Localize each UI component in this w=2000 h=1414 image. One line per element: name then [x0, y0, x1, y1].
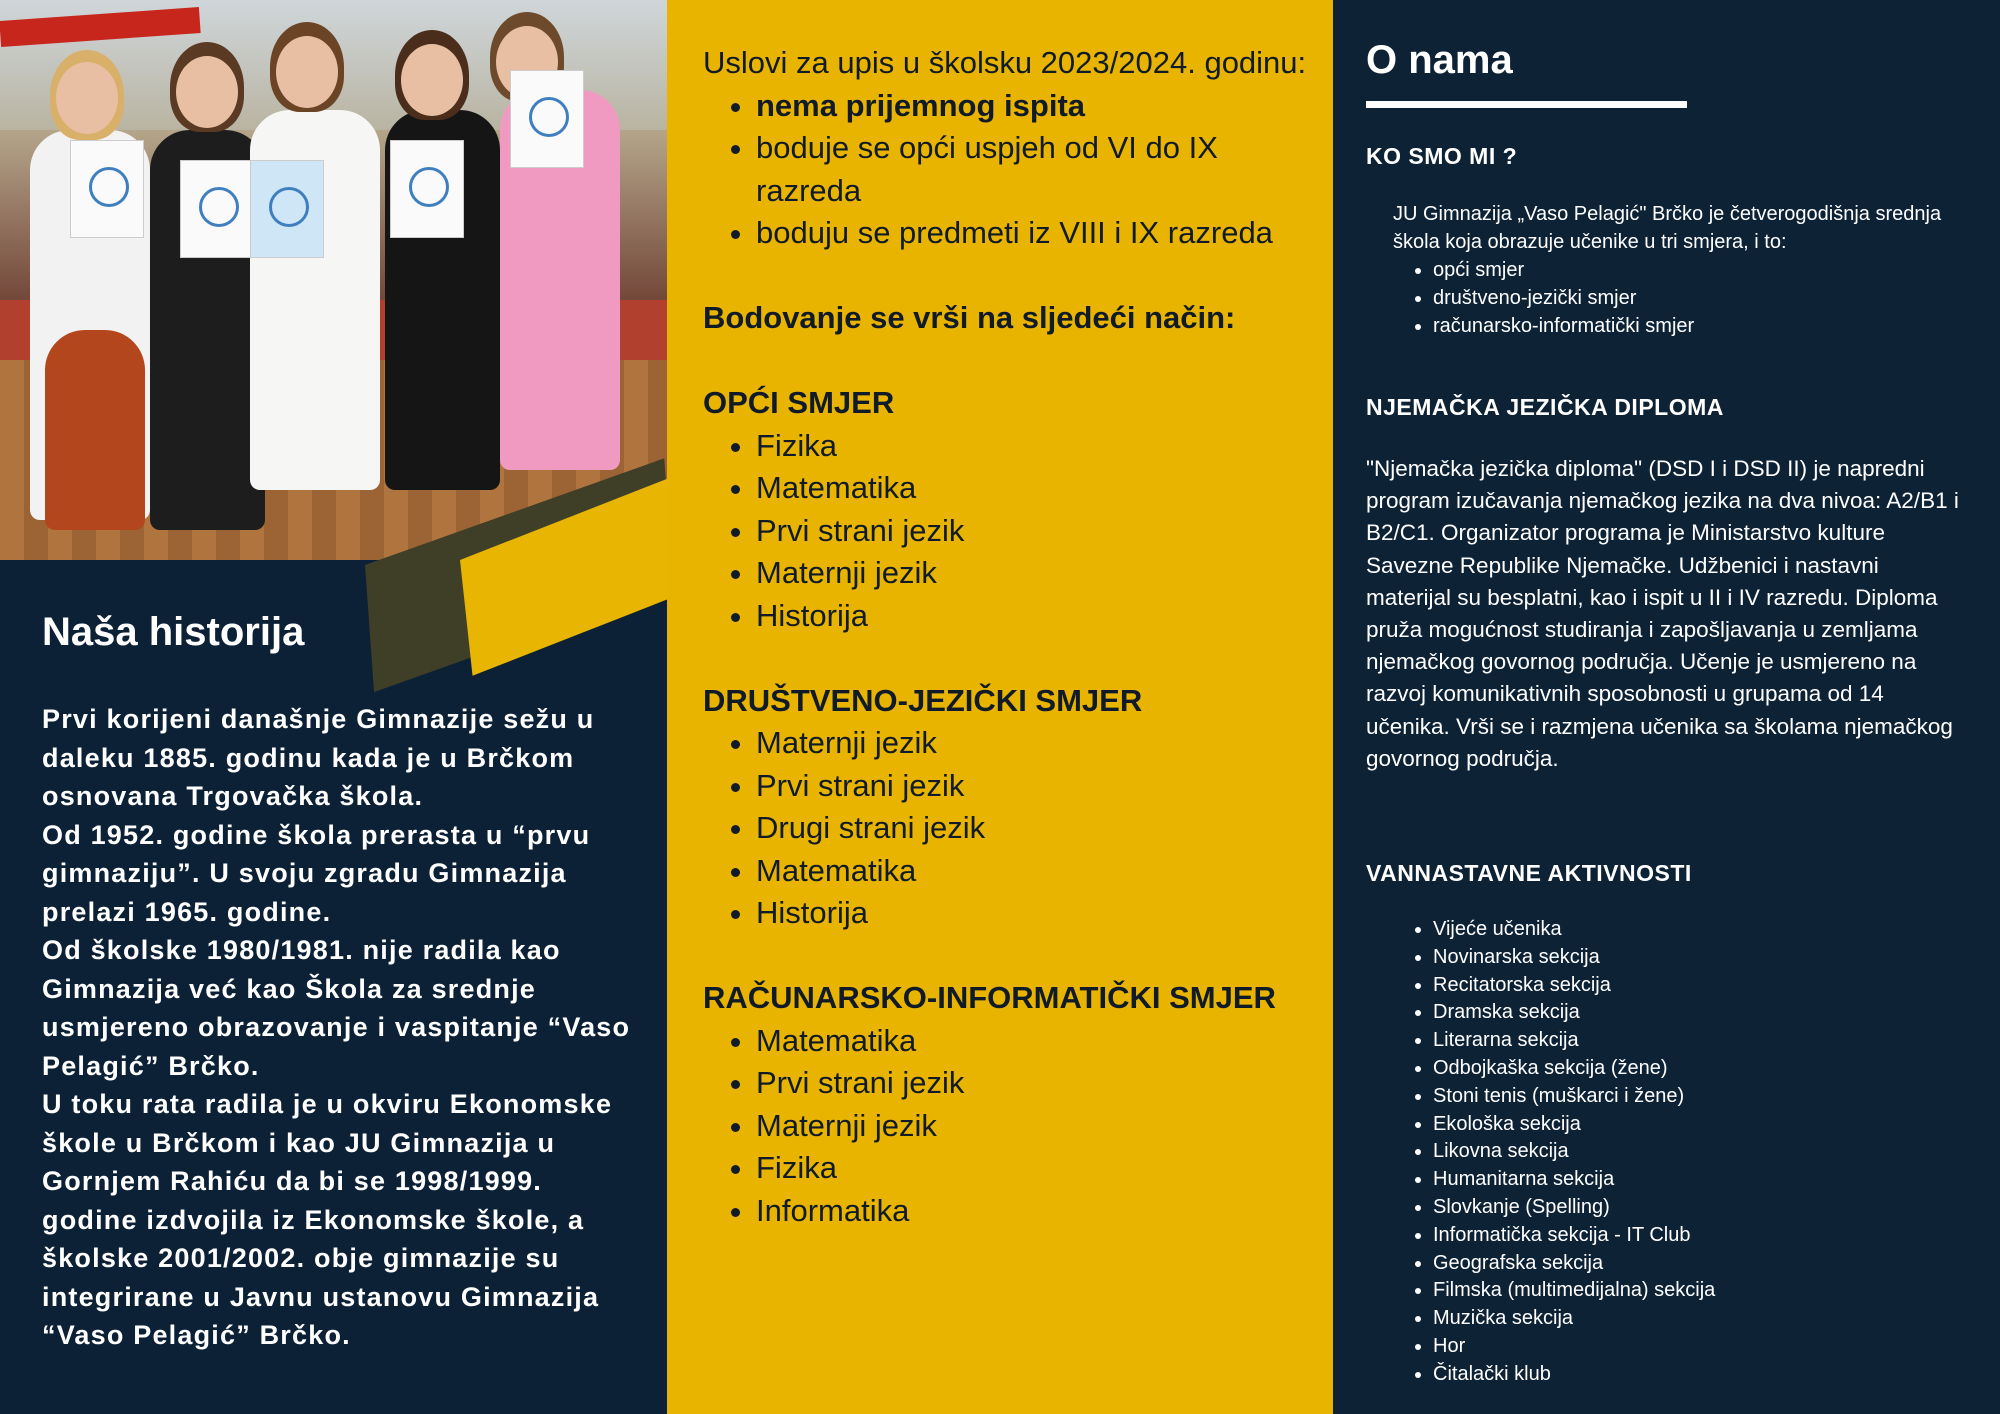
subject-item: • Matematika — [756, 850, 1313, 893]
activity-item: • Vijeće učenika — [1433, 916, 1715, 944]
subject-item: • Maternji jezik — [756, 1105, 1313, 1148]
dsd-title: NJEMAČKA JEZIČKA DIPLOMA — [1366, 394, 1724, 420]
about-panel — [1333, 0, 2000, 1414]
track-general-title: OPĆI SMJER — [703, 385, 895, 420]
diploma-certificate — [70, 140, 144, 238]
students-photo — [0, 0, 667, 560]
track-general-list — [703, 425, 1313, 638]
subject-item: • Prvi strani jezik — [756, 765, 1313, 808]
activity-item: • Ekološka sekcija — [1433, 1111, 1715, 1139]
subject-item: • Historija — [756, 595, 1313, 638]
activity-item: • Filmska (multimedijalna) sekcija — [1433, 1277, 1715, 1305]
activity-item: • Stoni tenis (muškarci i žene) — [1433, 1083, 1715, 1111]
condition-item: • boduju se predmeti iz VIII i IX razreda — [756, 212, 1313, 255]
scoring-title: Bodovanje se vrši na sljedeći način: — [703, 300, 1236, 335]
activity-item: • Dramska sekcija — [1433, 999, 1715, 1027]
student-figure — [45, 330, 145, 530]
title-underline — [1366, 101, 1687, 108]
activity-item: • Humanitarna sekcija — [1433, 1166, 1715, 1194]
subject-item: • Prvi strani jezik — [756, 1062, 1313, 1105]
condition-item: • boduje se opći uspjeh od VI do IX razreda — [756, 127, 1313, 212]
activities-title: VANNASTAVNE AKTIVNOSTI — [1366, 860, 1692, 886]
subject-item: • Prvi strani jezik — [756, 510, 1313, 553]
history-panel — [0, 0, 667, 1414]
dsd-text: "Njemačka jezička diploma" (DSD I i DSD II) je napredni program izučavanja njemačkog jezika na dva nivoa: A2/B1 i B2/C1. Organizator programa je Ministarstvo kulture Savezne Republike Njemačke. Udžbenici i nastavni materijal su besplatni, kao i ispit u II i IV razredu. Diploma pruža mogućnost studiranja i zapošljavanja u zemljama njemačkog govornog područja. Učenje je usmjereno na razvoj komunikativnih sposobnosti u grupama od 14 učenika. Vrši se i razmjena učenika sa školama njemačkog govornog područja. — [1366, 456, 1959, 771]
who-title: KO SMO MI ? — [1366, 143, 1518, 169]
activity-item: • Recitatorska sekcija — [1433, 972, 1715, 1000]
student-figure — [276, 36, 338, 108]
diploma-certificate — [510, 70, 584, 168]
diploma-certificate — [180, 160, 254, 258]
activity-item: • Literarna sekcija — [1433, 1027, 1715, 1055]
track-item: • računarsko-informatički smjer — [1433, 312, 1694, 340]
track-item: • opći smjer — [1433, 256, 1694, 284]
student-figure — [56, 62, 118, 134]
student-figure — [176, 56, 238, 128]
who-list — [1401, 256, 1694, 340]
who-text: JU Gimnazija „Vaso Pelagić" Brčko je četverogodišnja srednja škola koja obrazuje učenike u tri smjera, i to: — [1393, 203, 1942, 253]
activity-item: • Informatička sekcija - IT Club — [1433, 1222, 1715, 1250]
subject-item: • Fizika — [756, 425, 1313, 468]
track-computer-list — [703, 1020, 1313, 1233]
activity-item: • Hor — [1433, 1333, 1715, 1361]
history-text: Prvi korijeni današnje Gimnazije sežu u daleku 1885. godinu kada je u Brčkom osnovana Trgovačka škola. Od 1952. godine škola prerasta u “prvu gimnaziju”. U svoju zgradu Gimnazija prelazi 1965. godine. Od školske 1980/1981. nije radila kao Gimnazija već kao Škola za srednje usmjereno obrazovanje i vaspitanje “Vaso Pelagić” Brčko. U toku rata radila je u okviru Ekonomske škole u Brčkom i kao JU Gimnazija u Gornjem Rahiću da bi se 1998/1999. godine izdvojila iz Ekonomske škole, a školske 2001/2002. obje gimnazije su integrirane u Javnu ustanovu Gimnazija “Vaso Pelagić” Brčko. — [42, 704, 631, 1350]
activity-item: • Novinarska sekcija — [1433, 944, 1715, 972]
history-title: Naša historija — [42, 610, 305, 654]
about-title: O nama — [1366, 38, 1513, 82]
activity-item: • Muzička sekcija — [1433, 1305, 1715, 1333]
subject-item: • Matematika — [756, 1020, 1313, 1063]
activities-list — [1401, 916, 1715, 1389]
activity-item: • Likovna sekcija — [1433, 1138, 1715, 1166]
admission-panel — [667, 0, 1333, 1414]
diploma-certificate — [390, 140, 464, 238]
activity-item: • Slovkanje (Spelling) — [1433, 1194, 1715, 1222]
track-social-list — [703, 722, 1313, 935]
subject-item: • Maternji jezik — [756, 552, 1313, 595]
conditions-list — [703, 85, 1313, 255]
subject-item: • Drugi strani jezik — [756, 807, 1313, 850]
activity-item: • Odbojkaška sekcija (žene) — [1433, 1055, 1715, 1083]
student-figure — [401, 44, 463, 116]
activity-item: • Geografska sekcija — [1433, 1250, 1715, 1278]
track-computer-title: RAČUNARSKO-INFORMATIČKI SMJER — [703, 980, 1276, 1015]
track-item: • društveno-jezički smjer — [1433, 284, 1694, 312]
subject-item: • Maternji jezik — [756, 722, 1313, 765]
subject-item: • Historija — [756, 892, 1313, 935]
subject-item: • Fizika — [756, 1147, 1313, 1190]
activity-item: • Čitalački klub — [1433, 1361, 1715, 1389]
diploma-certificate — [250, 160, 324, 258]
subject-item: • Matematika — [756, 467, 1313, 510]
admission-lead: Uslovi za upis u školsku 2023/2024. godinu: — [703, 45, 1307, 80]
subject-item: • Informatika — [756, 1190, 1313, 1233]
track-social-title: DRUŠTVENO-JEZIČKI SMJER — [703, 682, 1143, 718]
condition-item: • nema prijemnog ispita — [756, 85, 1313, 128]
